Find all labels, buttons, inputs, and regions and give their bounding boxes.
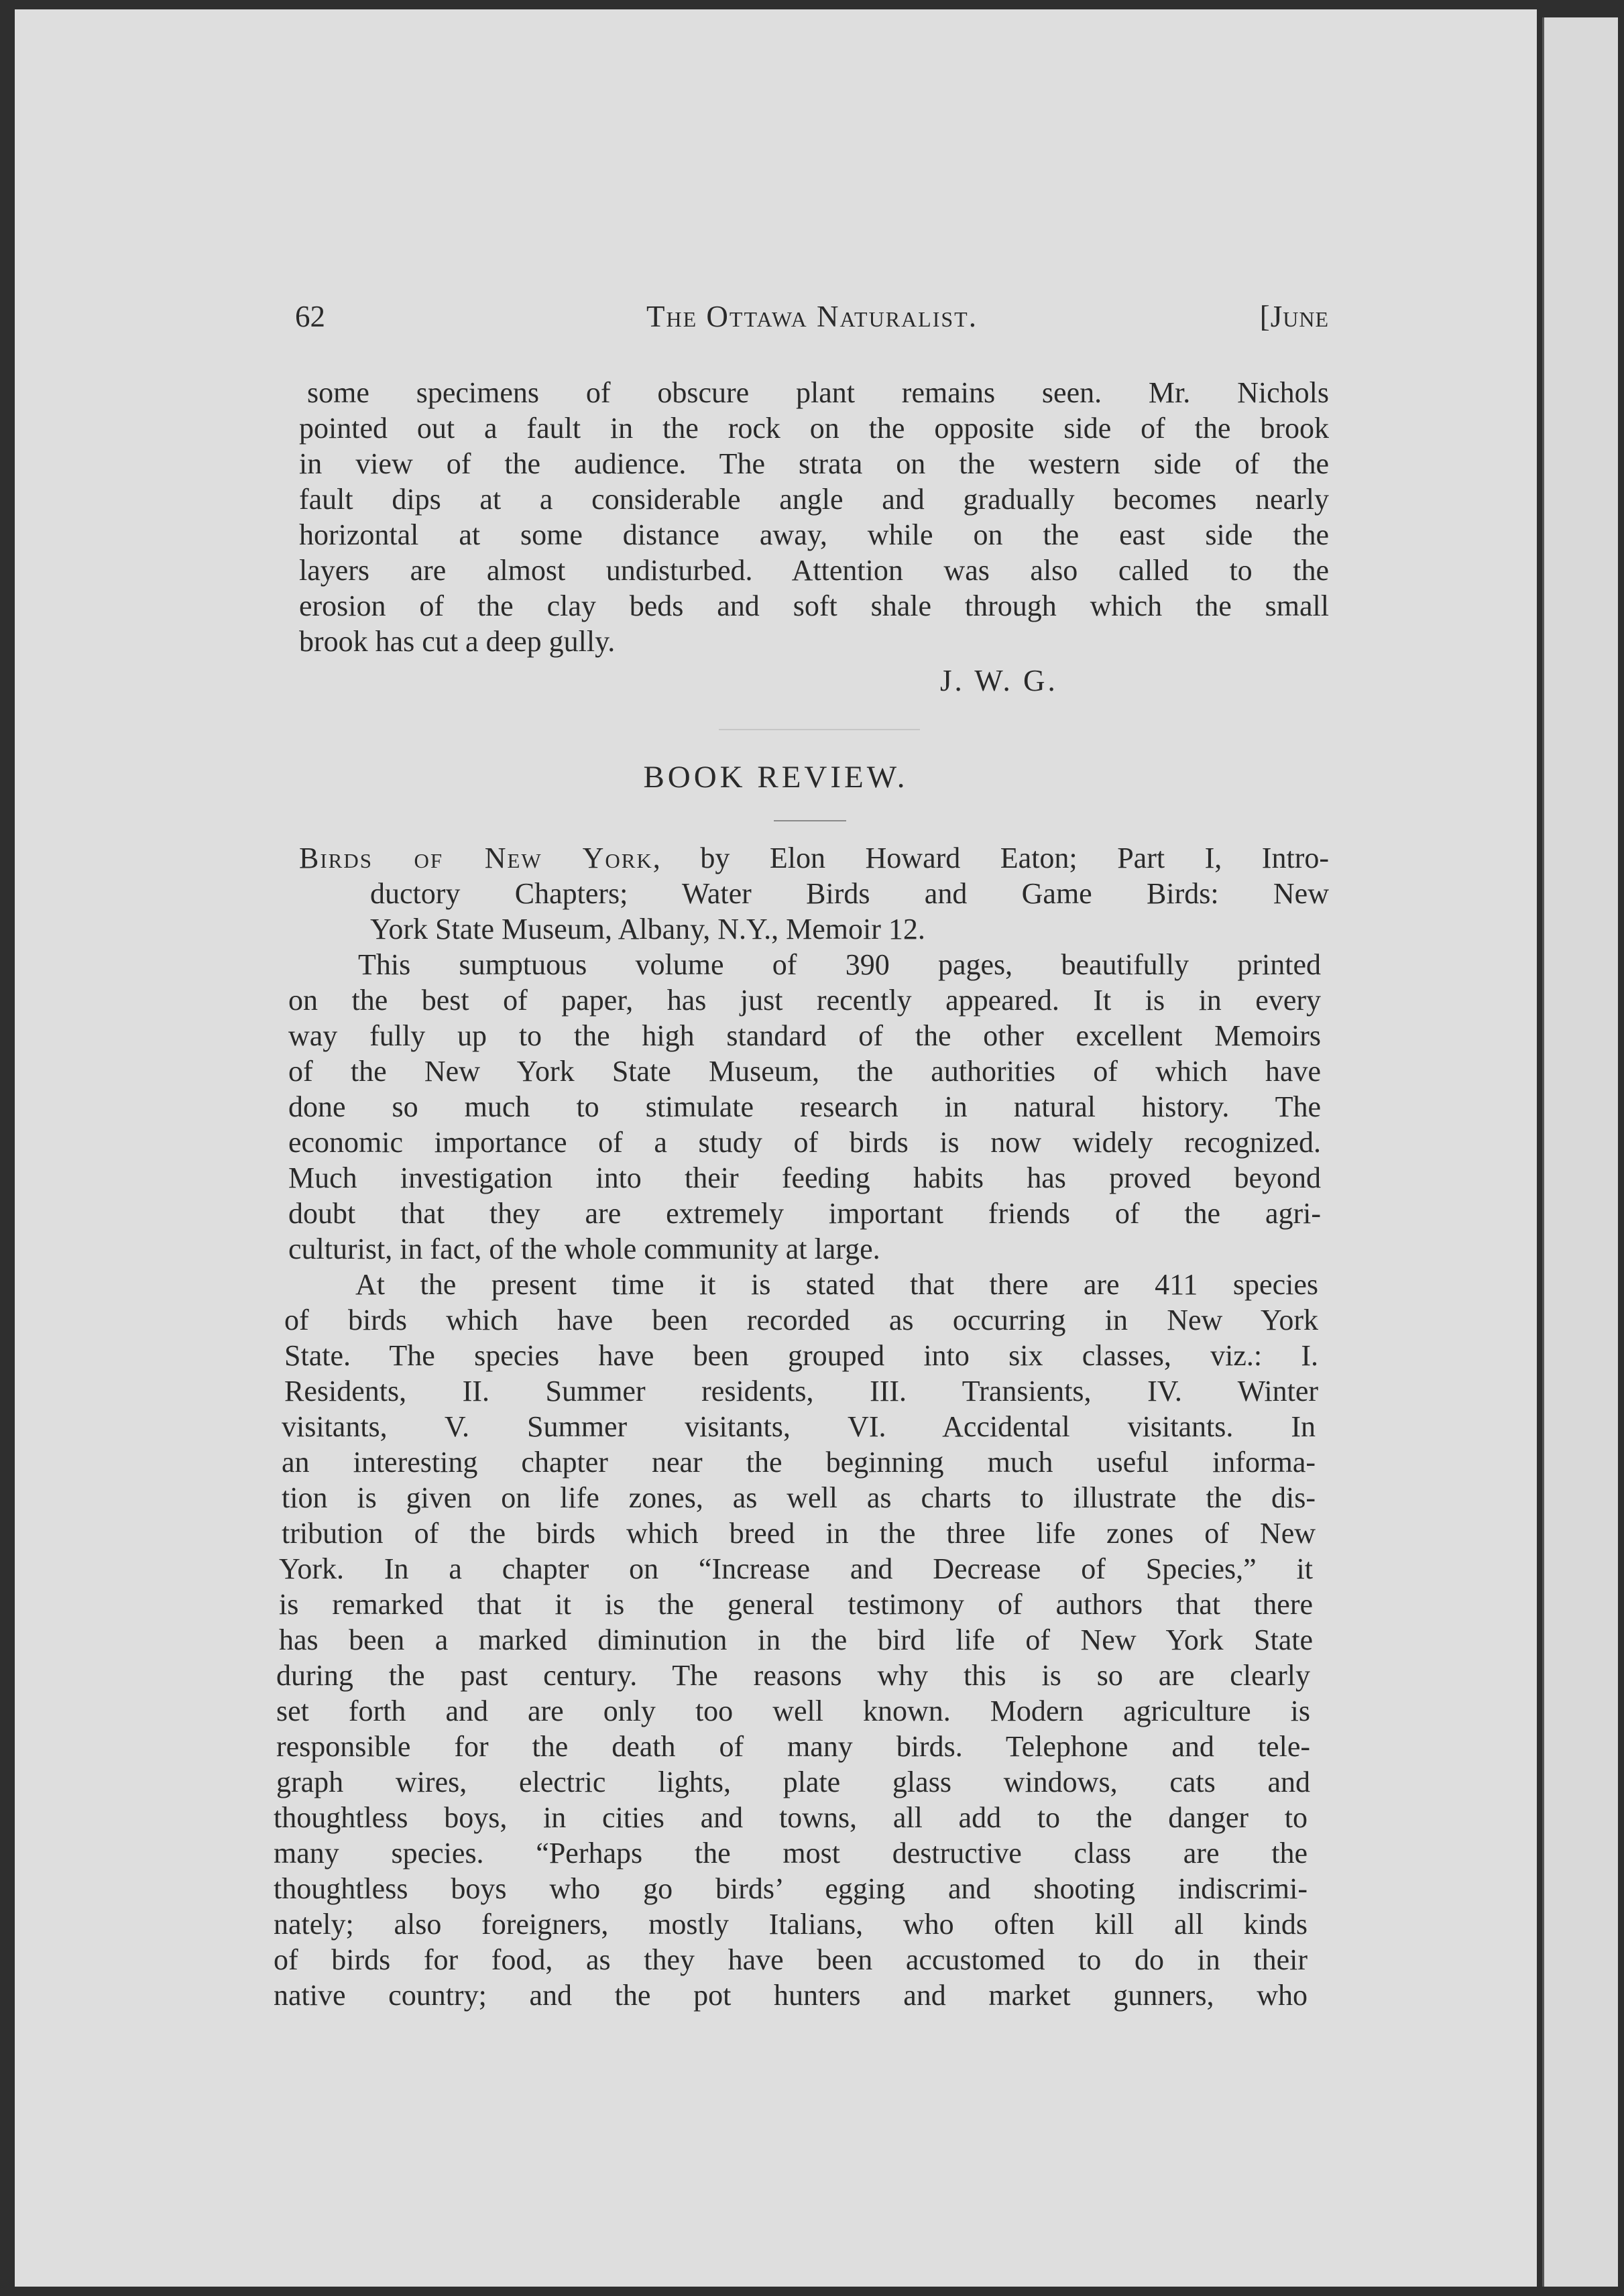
text-line: layers are almost undisturbed. Attention was also called to the: [299, 554, 1329, 587]
text-line: tribution of the birds which breed in the three life zones of New: [282, 1517, 1316, 1550]
text-line: economic importance of a study of birds is now widely recognized.: [288, 1126, 1321, 1159]
text-line: of birds which have been recorded as occurring in New York: [284, 1304, 1318, 1336]
text-line: responsible for the death of many birds. Telephone and tele-: [276, 1730, 1310, 1763]
text-line: of the New York State Museum, the authorities of which have: [288, 1055, 1321, 1088]
text-line: some specimens of obscure plant remains seen. Mr. Nichols: [307, 376, 1329, 409]
author-initials: J. W. G.: [940, 664, 1058, 697]
text-line: on the best of paper, has just recently appeared. It is in every: [288, 984, 1321, 1017]
text-line: of birds for food, as they have been accustomed to do in their: [274, 1943, 1308, 1976]
text-line: thoughtless boys, in cities and towns, all add to the danger to: [274, 1801, 1308, 1834]
text-line: horizontal at some distance away, while on the east side the: [299, 518, 1329, 551]
text-line: Much investigation into their feeding habits has proved beyond: [288, 1161, 1321, 1194]
text-line: doubt that they are extremely important friends of the agri-: [288, 1197, 1321, 1230]
running-header: [295, 299, 1329, 339]
text-line: visitants, V. Summer visitants, VI. Accidental visitants. In: [282, 1410, 1316, 1443]
text-line: brook has cut a deep gully.: [299, 625, 616, 658]
citation-line: [299, 841, 1329, 876]
citation-line: ductory Chapters; Water Birds and Game Birds: New: [370, 877, 1329, 910]
section-divider: [719, 729, 920, 730]
citation-text: , by Elon Howard Eaton; Part I, Intro-: [652, 842, 1329, 874]
text-line: At the present time it is stated that there are 411 species: [355, 1268, 1318, 1301]
text-line: is remarked that it is the general testimony of authors that there: [279, 1588, 1313, 1621]
page-sheet: [15, 9, 1537, 2287]
text-line: culturist, in fact, of the whole community at large.: [288, 1232, 880, 1265]
text-line: done so much to stimulate research in natural history. The: [288, 1090, 1321, 1123]
page-number: 62: [295, 300, 325, 333]
issue-month: [June: [1259, 300, 1329, 333]
journal-title: The Ottawa Naturalist.: [646, 300, 978, 333]
document-page: [15, 9, 1537, 2287]
text-line: nately; also foreigners, mostly Italians, who often kill all kinds: [274, 1908, 1308, 1941]
text-line: has been a marked diminution in the bird life of New York State: [279, 1623, 1313, 1656]
heading-rule: [774, 820, 846, 821]
text-line: erosion of the clay beds and soft shale through which the small: [299, 589, 1329, 622]
text-line: set forth and are only too well known. Modern agriculture is: [276, 1695, 1310, 1727]
section-heading: BOOK REVIEW.: [643, 760, 909, 795]
text-line: in view of the audience. The strata on the western side of the: [299, 447, 1329, 480]
text-line: during the past century. The reasons why this is so are clearly: [276, 1659, 1310, 1692]
text-line: way fully up to the high standard of the other excellent Memoirs: [288, 1019, 1321, 1052]
text-line: graph wires, electric lights, plate glass windows, cats and: [276, 1766, 1310, 1798]
text-line: York. In a chapter on “Increase and Decrease of Species,” it: [279, 1552, 1313, 1585]
text-line: native country; and the pot hunters and market gunners, who: [274, 1979, 1308, 2012]
text-line: an interesting chapter near the beginning much useful informa-: [282, 1446, 1316, 1479]
text-line: fault dips at a considerable angle and gradually becomes nearly: [299, 483, 1329, 516]
book-title: Birds of New York: [299, 842, 653, 874]
text-line: pointed out a fault in the rock on the opposite side of the brook: [299, 412, 1329, 445]
text-line: State. The species have been grouped into six classes, viz.: I.: [284, 1339, 1318, 1372]
text-line: This sumptuous volume of 390 pages, beautifully printed: [358, 948, 1321, 981]
text-line: Residents, II. Summer residents, III. Transients, IV. Winter: [284, 1375, 1318, 1408]
text-line: thoughtless boys who go birds’ egging and shooting indiscrimi-: [274, 1872, 1308, 1905]
text-line: many species. “Perhaps the most destructive class are the: [274, 1837, 1308, 1870]
citation-line: York State Museum, Albany, N.Y., Memoir 12.: [370, 913, 925, 945]
adjacent-page-edge: [1542, 17, 1618, 2287]
text-line: tion is given on life zones, as well as charts to illustrate the dis-: [282, 1481, 1316, 1514]
